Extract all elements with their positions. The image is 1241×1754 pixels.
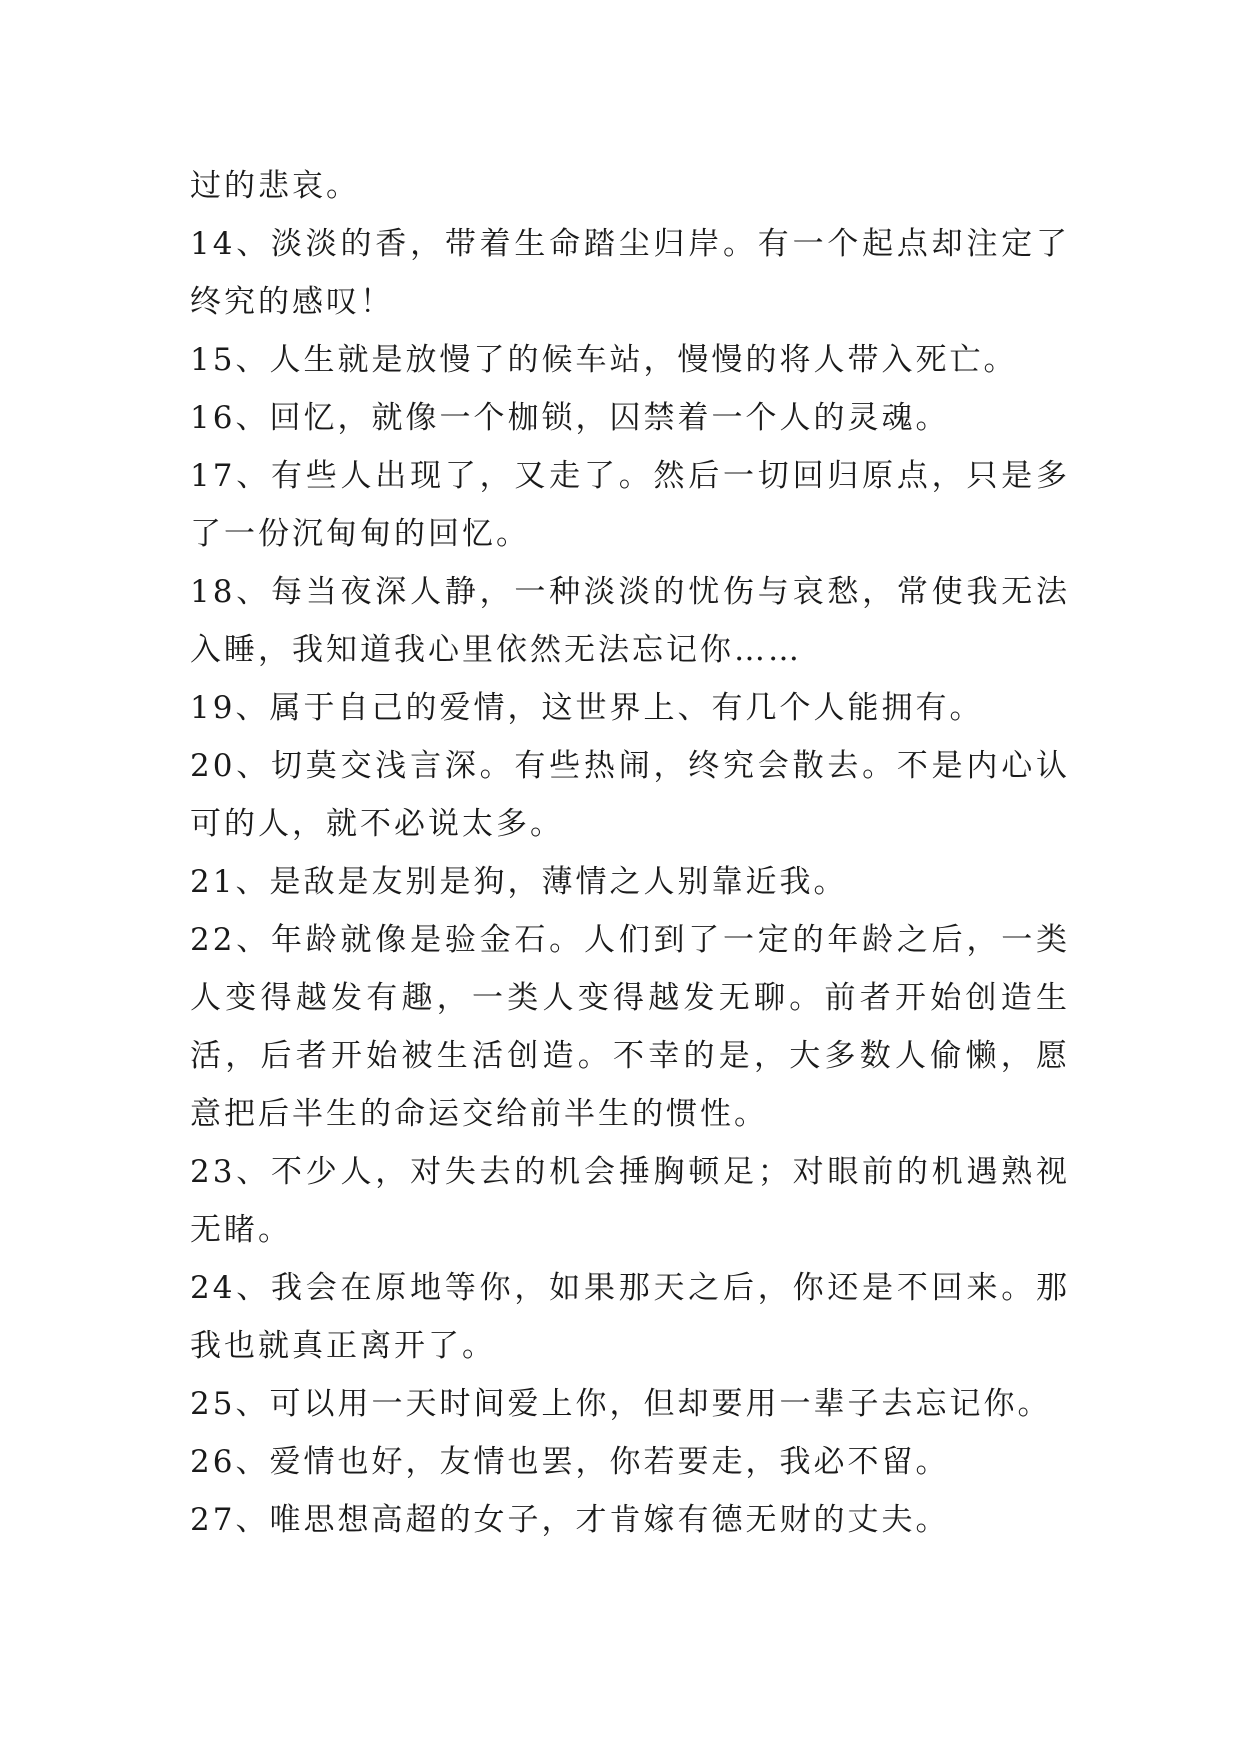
paragraph-continuation: 过的悲哀。 [190,168,360,204]
paragraph-24: 24、我会在原地等你，如果那天之后，你还是不回来。那我也就真正离开了。 [190,1270,1070,1364]
document-body [190,157,1070,1549]
paragraph-17: 17、有些人出现了，又走了。然后一切回归原点，只是多了一份沉甸甸的回忆。 [190,458,1070,552]
paragraph-27: 27、唯思想高超的女子，才肯嫁有德无财的丈夫。 [190,1502,950,1538]
paragraph-21: 21、是敌是友别是狗，薄情之人别靠近我。 [190,864,848,900]
paragraph-26: 26、爱情也好，友情也罢，你若要走，我必不留。 [190,1444,950,1480]
paragraph-25: 25、可以用一天时间爱上你，但却要用一辈子去忘记你。 [190,1386,1052,1422]
paragraph-19: 19、属于自己的爱情，这世界上、有几个人能拥有。 [190,690,984,726]
paragraph-15: 15、人生就是放慢了的候车站，慢慢的将人带入死亡。 [190,342,1018,378]
paragraph-14: 14、淡淡的香，带着生命踏尘归岸。有一个起点却注定了终究的感叹！ [190,226,1070,320]
paragraph-22: 22、年龄就像是验金石。人们到了一定的年龄之后，一类人变得越发有趣，一类人变得越发无聊。前者开始创造生活，后者开始被生活创造。不幸的是，大多数人偷懒，愿意把后半生的命运交给前半生的惯性。 [190,922,1070,1132]
paragraph-20: 20、切莫交浅言深。有些热闹，终究会散去。不是内心认可的人，就不必说太多。 [190,748,1070,842]
paragraph-16: 16、回忆，就像一个枷锁，囚禁着一个人的灵魂。 [190,400,950,436]
paragraph-23: 23、不少人，对失去的机会捶胸顿足；对眼前的机遇熟视无睹。 [190,1154,1070,1248]
paragraph-18: 18、每当夜深人静，一种淡淡的忧伤与哀愁，常使我无法入睡，我知道我心里依然无法忘记你…… [190,574,1070,668]
